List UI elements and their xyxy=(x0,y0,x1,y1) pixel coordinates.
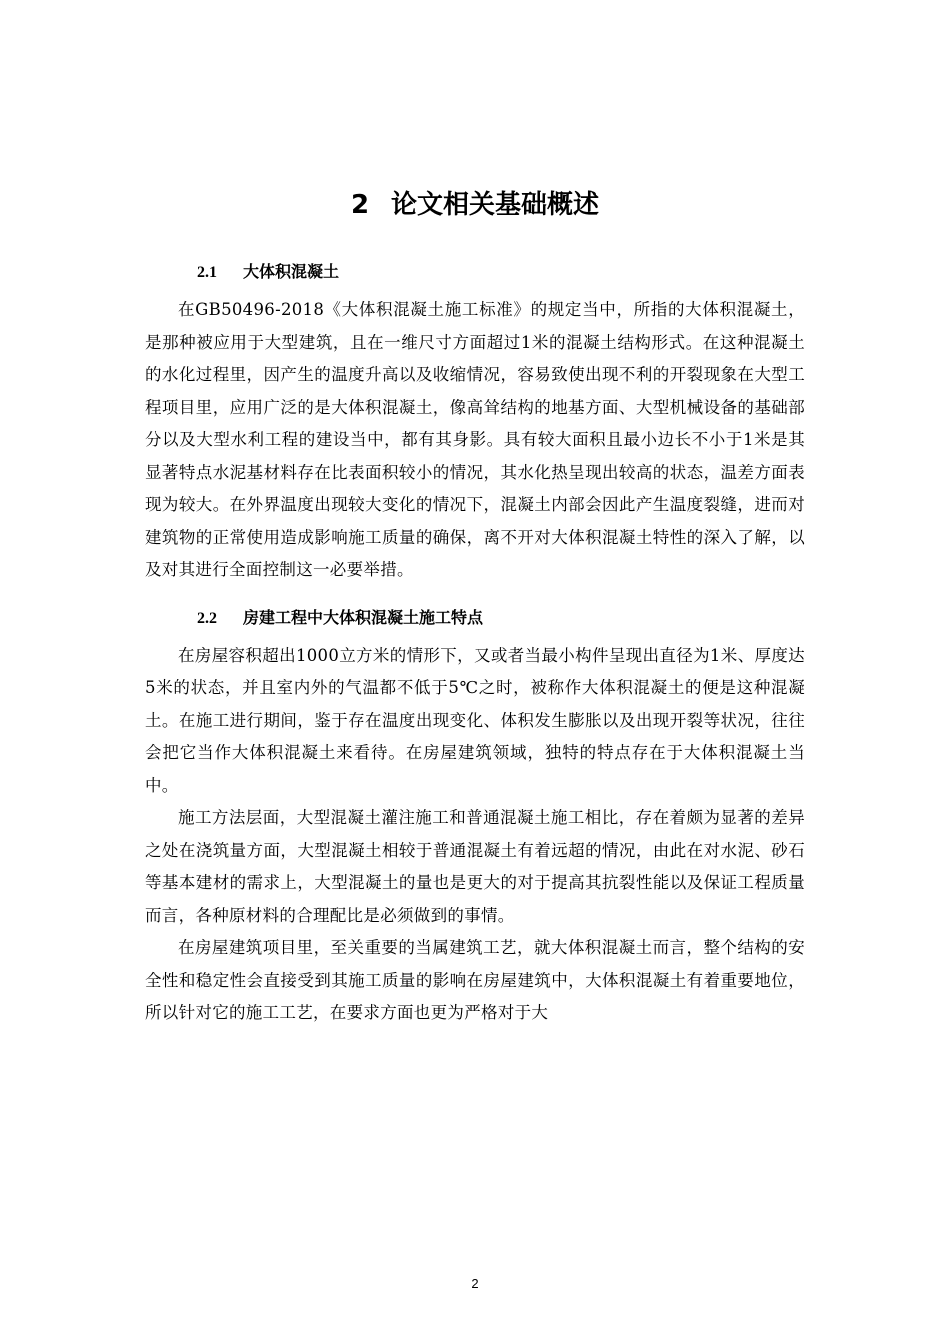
section-title: 大体积混凝土 xyxy=(243,262,340,281)
page-content xyxy=(145,185,805,1030)
chapter-title-text: 论文相关基础概述 xyxy=(391,190,600,220)
section-number: 2.1 xyxy=(197,264,217,281)
section-2-2 xyxy=(145,605,805,1030)
chapter-title xyxy=(145,185,805,225)
paragraph: 在房屋建筑项目里，至关重要的当属建筑工艺，就大体积混凝土而言，整个结构的安全性和稳定性会直接受到其施工质量的影响在房屋建筑中，大体积混凝土有着重要地位，所以针对它的施工工艺，在要求方面也更为严格对于大 xyxy=(145,938,805,1022)
section-number: 2.2 xyxy=(197,609,217,627)
paragraph: 在GB50496-2018《大体积混凝土施工标准》的规定当中，所指的大体积混凝土，是那种被应用于大型建筑，且在一维尺寸方面超过1米的混凝土结构形式。在这种混凝土的水化过程里，因产生的温度升高以及收缩情况，容易致使出现不利的开裂现象在大型工程项目里，应用广泛的是大体积混凝土，像高耸结构的地基方面、大型机械设备的基础部分以及大型水利工程的建设当中，都有其身影。具有较大面积且最小边长不小于1米是其显著特点水泥基材料存在比表面积较小的情况，其水化热呈现出较高的状态，温差方面表现为较大。在外界温度出现较大变化的情况下，混凝土内部会因此产生温度裂缝，进而对建筑物的正常使用造成影响施工质量的确保，离不开对大体积混凝土特性的深入了解，以及对其进行全面控制这一必要举措。 xyxy=(145,300,805,579)
section-title: 房建工程中大体积混凝土施工特点 xyxy=(243,607,484,627)
page-number: 2 xyxy=(471,1276,479,1291)
section-heading xyxy=(197,259,805,286)
paragraph: 施工方法层面，大型混凝土灌注施工和普通混凝土施工相比，存在着颇为显著的差异之处在浇筑量方面，大型混凝土相较于普通混凝土有着远超的情况，由此在对水泥、砂石等基本建材的需求上，大型混凝土的量也是更大的对于提高其抗裂性能以及保证工程质量而言，各种原材料的合理配比是必须做到的事情。 xyxy=(145,808,805,925)
section-heading xyxy=(197,605,805,632)
section-2-1 xyxy=(145,259,805,587)
chapter-number: 2 xyxy=(350,190,370,220)
paragraph: 在房屋容积超出1000立方米的情形下，又或者当最小构件呈现出直径为1米、厚度达5米的状态，并且室内外的气温都不低于5℃之时，被称作大体积混凝土的便是这种混凝土。在施工进行期间，鉴于存在温度出现变化、体积发生膨胀以及出现开裂等状况，往往会把它当作大体积混凝土来看待。在房屋建筑领域，独特的特点存在于大体积混凝土当中。 xyxy=(145,645,805,795)
